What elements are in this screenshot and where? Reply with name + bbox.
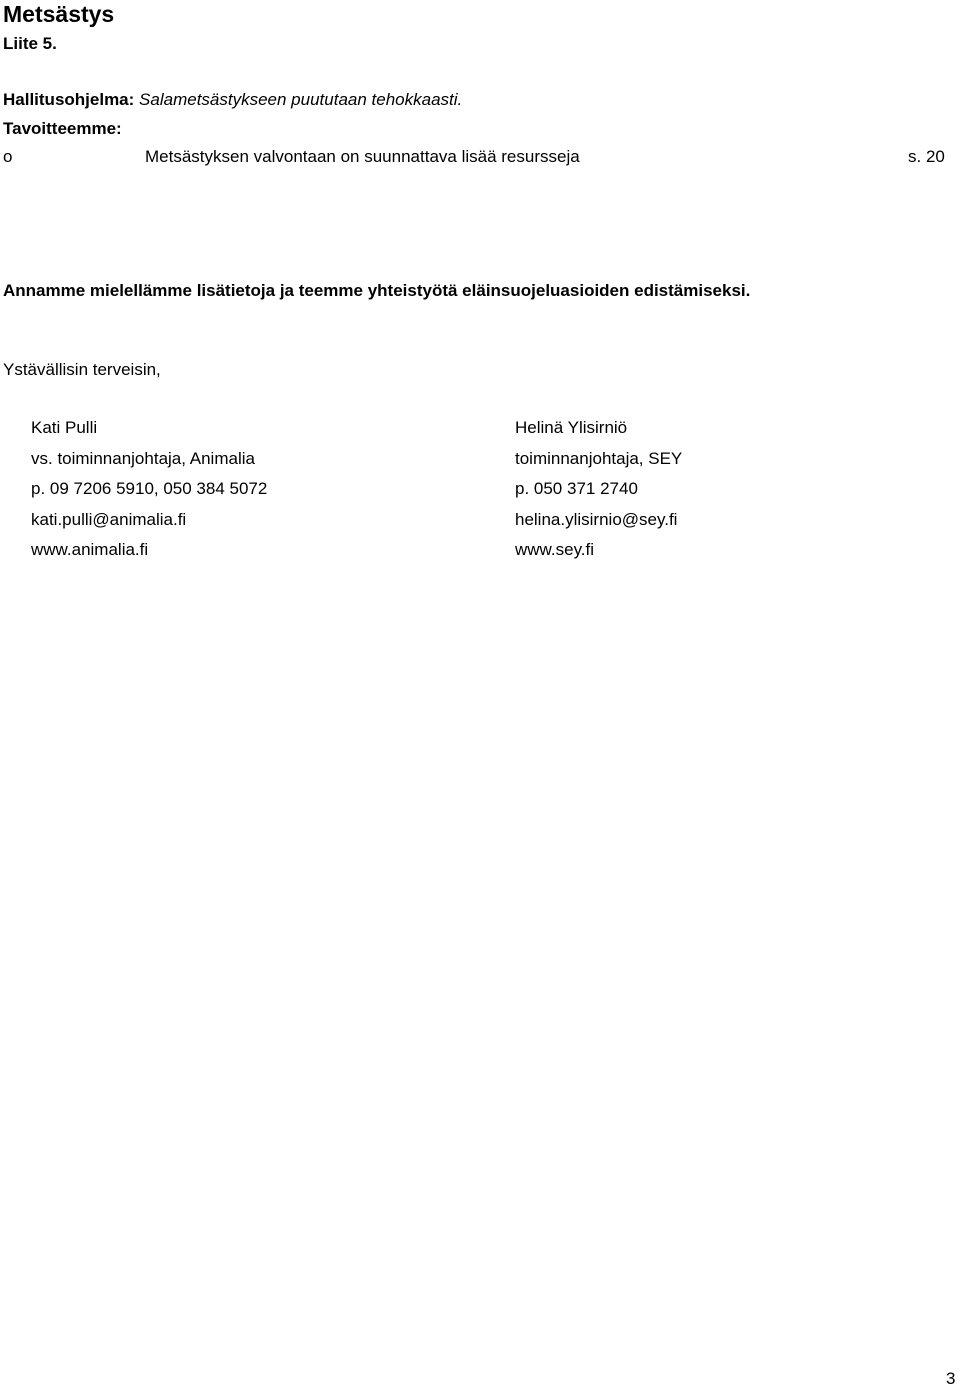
bullet-icon: o [3,147,13,166]
signatory-phone: p. 09 7206 5910, 050 384 5072 [31,479,268,499]
signatory-block-right [515,413,682,566]
page-number: 3 [946,1369,956,1388]
signatory-website[interactable]: www.sey.fi [515,540,595,560]
government-program-line [3,89,462,111]
signatory-name: Kati Pulli [31,418,98,437]
signatory-role: toiminnanjohtaja, SEY [515,448,683,468]
signatory-phone: p. 050 371 2740 [515,479,638,499]
attachment-label: Liite 5. [3,34,57,53]
signatory-email[interactable]: helina.ylisirnio@sey.fi [515,509,678,529]
closing-paragraph: Annamme mielellämme lisätietoja ja teemme yhteistyötä eläinsuojeluasioiden edistämiseksi. [3,281,751,300]
signatory-name: Helinä Ylisirniö [515,418,628,437]
signatory-website[interactable]: www.animalia.fi [31,540,149,560]
signatory-block-left [31,413,267,566]
signatory-role: vs. toiminnanjohtaja, Animalia [31,448,255,468]
government-program-text: Salametsästykseen puututaan tehokkaasti. [139,90,463,109]
government-program-label: Hallitusohjelma: [3,90,135,109]
signatory-email[interactable]: kati.pulli@animalia.fi [31,509,187,529]
greeting: Ystävällisin terveisin, [3,360,161,379]
goals-label: Tavoitteemme: [3,119,122,138]
goal-item-text: Metsästyksen valvontaan on suunnattava lisää resursseja [145,147,580,166]
goal-page-reference: s. 20 [908,147,945,166]
document-title: Metsästys [3,1,115,27]
